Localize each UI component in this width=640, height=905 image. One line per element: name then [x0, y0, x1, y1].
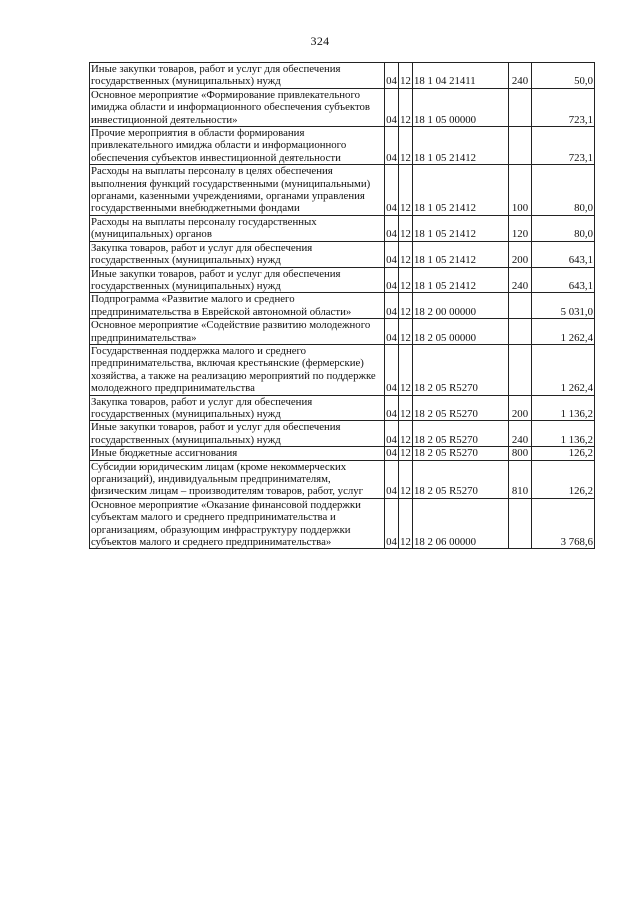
expense-type-code: 810 — [509, 460, 532, 498]
budget-table-body — [90, 63, 595, 549]
row-description: Иные закупки товаров, работ и услуг для обеспечения государственных (муниципальных) нужд — [90, 267, 385, 293]
row-description: Государственная поддержка малого и среднего предпринимательства, включая крестьянские (фермерские) хозяйства, а также на реализацию мероприятий по поддержке молодежного предпринимательства — [90, 344, 385, 395]
target-article-code: 18 2 05 R5270 — [413, 344, 509, 395]
subsection-code: 12 — [399, 165, 413, 216]
subsection-code: 12 — [399, 215, 413, 241]
table-row — [90, 460, 595, 498]
section-code: 04 — [385, 127, 399, 165]
row-description: Субсидии юридическим лицам (кроме некоммерческих организаций), индивидуальным предпринимателям, физическим лицам – производителям товаров, работ, услуг — [90, 460, 385, 498]
table-row — [90, 498, 595, 549]
expense-type-code: 240 — [509, 63, 532, 89]
amount: 126,2 — [532, 447, 595, 460]
section-code: 04 — [385, 498, 399, 549]
table-row — [90, 319, 595, 345]
expense-type-code — [509, 127, 532, 165]
amount: 1 262,4 — [532, 344, 595, 395]
section-code: 04 — [385, 63, 399, 89]
section-code: 04 — [385, 241, 399, 267]
target-article-code: 18 1 05 21412 — [413, 165, 509, 216]
subsection-code: 12 — [399, 293, 413, 319]
expense-type-code: 100 — [509, 165, 532, 216]
table-row — [90, 447, 595, 460]
amount: 126,2 — [532, 460, 595, 498]
subsection-code: 12 — [399, 421, 413, 447]
row-description: Иные закупки товаров, работ и услуг для обеспечения государственных (муниципальных) нужд — [90, 63, 385, 89]
subsection-code: 12 — [399, 63, 413, 89]
section-code: 04 — [385, 293, 399, 319]
amount: 3 768,6 — [532, 498, 595, 549]
section-code: 04 — [385, 460, 399, 498]
expense-type-code: 200 — [509, 241, 532, 267]
row-description: Иные закупки товаров, работ и услуг для обеспечения государственных (муниципальных) нужд — [90, 421, 385, 447]
subsection-code: 12 — [399, 319, 413, 345]
amount: 80,0 — [532, 165, 595, 216]
amount: 723,1 — [532, 88, 595, 126]
section-code: 04 — [385, 395, 399, 421]
target-article-code: 18 2 05 R5270 — [413, 395, 509, 421]
amount: 643,1 — [532, 267, 595, 293]
expense-type-code: 120 — [509, 215, 532, 241]
row-description: Закупка товаров, работ и услуг для обеспечения государственных (муниципальных) нужд — [90, 395, 385, 421]
section-code: 04 — [385, 344, 399, 395]
table-row — [90, 127, 595, 165]
section-code: 04 — [385, 267, 399, 293]
row-description: Иные бюджетные ассигнования — [90, 447, 385, 460]
table-row — [90, 267, 595, 293]
table-row — [90, 88, 595, 126]
amount: 1 136,2 — [532, 395, 595, 421]
expense-type-code: 800 — [509, 447, 532, 460]
target-article-code: 18 2 05 00000 — [413, 319, 509, 345]
target-article-code: 18 1 05 21412 — [413, 215, 509, 241]
expense-type-code: 240 — [509, 421, 532, 447]
target-article-code: 18 1 05 00000 — [413, 88, 509, 126]
amount: 5 031,0 — [532, 293, 595, 319]
target-article-code: 18 2 05 R5270 — [413, 460, 509, 498]
expense-type-code: 240 — [509, 267, 532, 293]
row-description: Прочие мероприятия в области формирования привлекательного имиджа области и информационного обеспечения субъектов инвестиционной деятельности — [90, 127, 385, 165]
amount: 1 262,4 — [532, 319, 595, 345]
table-row — [90, 241, 595, 267]
row-description: Расходы на выплаты персоналу государственных (муниципальных) органов — [90, 215, 385, 241]
target-article-code: 18 2 06 00000 — [413, 498, 509, 549]
page-number: 324 — [310, 34, 330, 48]
target-article-code: 18 2 05 R5270 — [413, 447, 509, 460]
budget-table — [89, 62, 595, 549]
table-row — [90, 421, 595, 447]
amount: 80,0 — [532, 215, 595, 241]
table-row — [90, 344, 595, 395]
expense-type-code — [509, 344, 532, 395]
subsection-code: 12 — [399, 498, 413, 549]
amount: 643,1 — [532, 241, 595, 267]
row-description: Подпрограмма «Развитие малого и среднего предпринимательства в Еврейской автономной области» — [90, 293, 385, 319]
amount: 50,0 — [532, 63, 595, 89]
section-code: 04 — [385, 215, 399, 241]
expense-type-code: 200 — [509, 395, 532, 421]
target-article-code: 18 2 00 00000 — [413, 293, 509, 319]
section-code: 04 — [386, 447, 397, 460]
target-article-code: 18 2 05 R5270 — [413, 421, 509, 447]
row-description: Основное мероприятие «Содействие развитию молодежного предпринимательства» — [90, 319, 385, 345]
amount: 1 136,2 — [532, 421, 595, 447]
table-row — [90, 63, 595, 89]
table-row — [90, 395, 595, 421]
row-description: Расходы на выплаты персоналу в целях обеспечения выполнения функций государственными (муниципальными) органами, казенными учреждениями, органами управления государственными внебюджетными фондами — [90, 165, 385, 216]
subsection-code: 12 — [399, 460, 413, 498]
section-code: 04 — [385, 421, 399, 447]
subsection-code: 12 — [399, 88, 413, 126]
target-article-code: 18 1 05 21412 — [413, 127, 509, 165]
subsection-code: 12 — [399, 267, 413, 293]
section-code: 04 — [385, 88, 399, 126]
row-description: Основное мероприятие «Формирование привлекательного имиджа области и информационного обеспечения субъектов инвестиционной деятельности» — [90, 88, 385, 126]
target-article-code: 18 1 05 21412 — [413, 267, 509, 293]
table-row — [90, 215, 595, 241]
table-row — [90, 165, 595, 216]
subsection-code: 12 — [399, 395, 413, 421]
section-code: 04 — [385, 165, 399, 216]
subsection-code: 12 — [399, 127, 413, 165]
expense-type-code — [509, 293, 532, 319]
subsection-code: 12 — [399, 344, 413, 395]
expense-type-code — [509, 88, 532, 126]
expense-type-code — [509, 498, 532, 549]
amount: 723,1 — [532, 127, 595, 165]
section-code: 04 — [385, 319, 399, 345]
subsection-code: 12 — [399, 241, 413, 267]
subsection-code: 12 — [400, 447, 411, 460]
row-description: Основное мероприятие «Оказание финансовой поддержки субъектам малого и среднего предпринимательства и организациям, образующим инфраструктуру поддержки субъектов малого и среднего предпринимательства» — [90, 498, 385, 549]
row-description: Закупка товаров, работ и услуг для обеспечения государственных (муниципальных) нужд — [90, 241, 385, 267]
table-row — [90, 293, 595, 319]
target-article-code: 18 1 05 21412 — [413, 241, 509, 267]
target-article-code: 18 1 04 21411 — [413, 63, 509, 89]
expense-type-code — [509, 319, 532, 345]
